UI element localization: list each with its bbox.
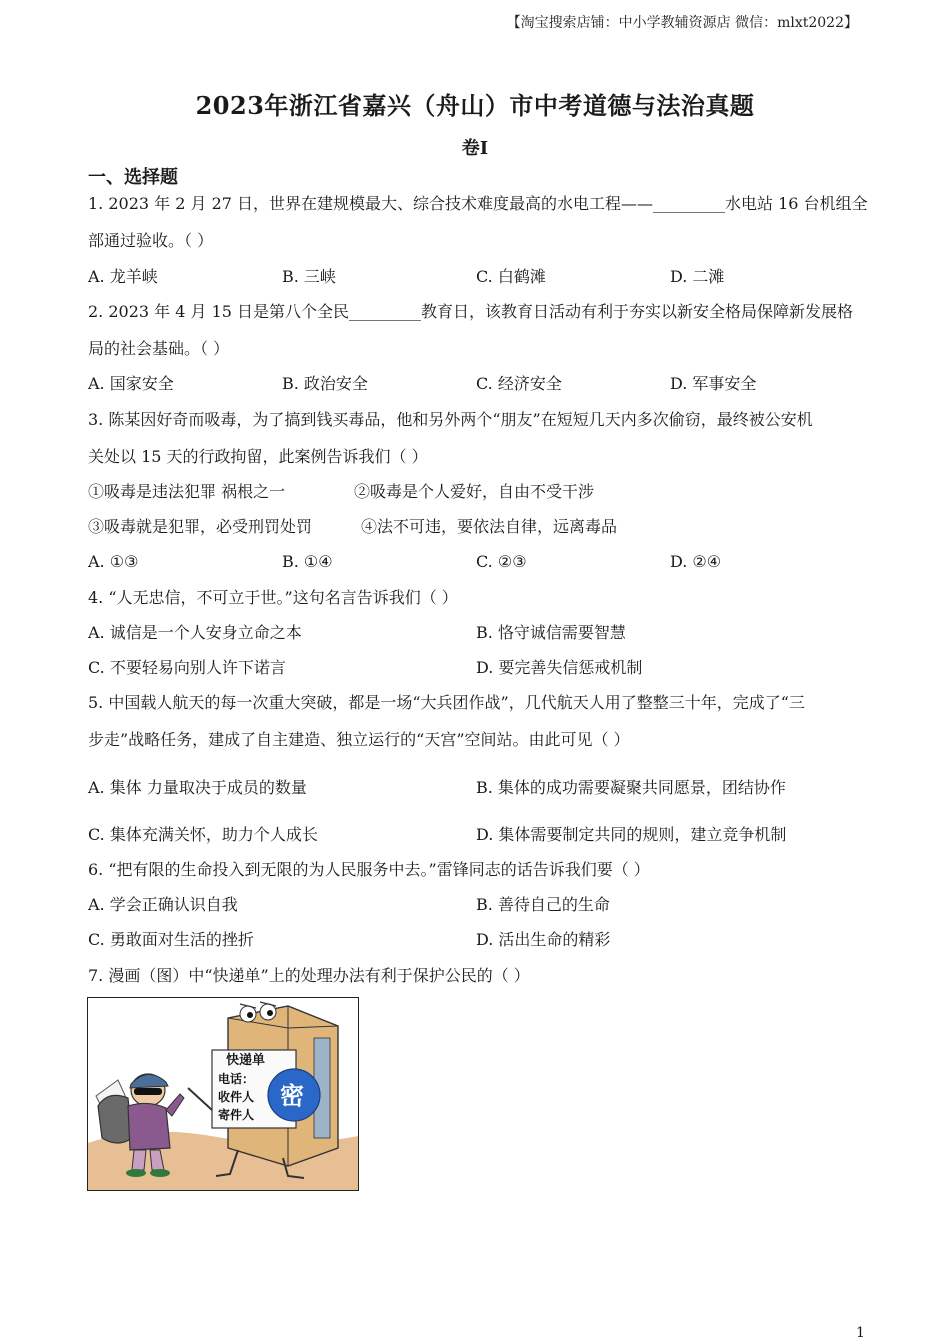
question-3-statement-3: ③吸毒就是犯罪，必受刑罚处罚	[88, 517, 313, 536]
question-5-option-a: A. 集体 力量取决于成员的数量	[88, 778, 307, 797]
question-2-option-a: A. 国家安全	[88, 374, 174, 393]
question-3-option-a: A. ①③	[88, 552, 139, 571]
question-2-option-b: B. 政治安全	[282, 374, 368, 393]
cartoon-illustration	[88, 998, 358, 1190]
header-note: 【淘宝搜索店铺：中小学教辅资源店 微信：mlxt2022】	[506, 15, 858, 31]
question-7-line-1: 7. 漫画（图）中“快递单”上的处理办法有利于保护公民的（ ）	[88, 966, 530, 985]
question-3-line-1: 3. 陈某因好奇而吸毒，为了搞到钱买毒品，他和另外两个“朋友”在短短几天内多次偷窃，最终被公安机	[88, 410, 813, 429]
question-4-option-b: B. 恪守诚信需要智慧	[476, 623, 626, 642]
question-3-statement-4: ④法不可违，要依法自律，远离毒品	[361, 517, 618, 536]
question-3-option-b: B. ①④	[282, 552, 333, 571]
question-3-statement-2: ②吸毒是个人爱好，自由不受干涉	[354, 482, 595, 501]
question-5-line-1: 5. 中国载人航天的每一次重大突破，都是一场“大兵团作战”，几代航天人用了整整三十年，完成了“三	[88, 693, 805, 712]
question-3-statement-1: ①吸毒是违法犯罪 祸根之一	[88, 482, 286, 501]
section-heading: 一、选择题	[88, 167, 178, 188]
question-3-line-2: 关处以 15 天的行政拘留，此案例告诉我们（ ）	[88, 447, 428, 466]
question-5-line-2: 步走”战略任务，建成了自主建造、独立运行的“天宫”空间站。由此可见（ ）	[88, 730, 630, 749]
question-2-option-d: D. 军事安全	[670, 374, 757, 393]
question-5-option-b: B. 集体的成功需要凝聚共同愿景，团结协作	[476, 778, 786, 797]
volume-label: 卷I	[461, 138, 489, 159]
question-1-option-d: D. 二滩	[670, 267, 725, 286]
question-6-option-b: B. 善待自己的生命	[476, 895, 610, 914]
question-1-option-a: A. 龙羊峡	[88, 267, 158, 286]
question-1-line-1: 1. 2023 年 2 月 27 日，世界在建规模最大、综合技术难度最高的水电工程——_________水电站 16 台机组全	[88, 194, 868, 213]
page-number: 1	[856, 1325, 865, 1341]
stamp-text: 密	[280, 1082, 304, 1110]
question-1-line-2: 部通过验收。（ ）	[88, 231, 214, 250]
page-title: 2023年浙江省嘉兴（舟山）市中考道德与法治真题	[195, 91, 755, 120]
question-4-line-1: 4. “人无忠信，不可立于世。”这句名言告诉我们（ ）	[88, 588, 458, 607]
question-5-option-d: D. 集体需要制定共同的规则，建立竞争机制	[476, 825, 787, 844]
question-5-option-c: C. 集体充满关怀，助力个人成长	[88, 825, 318, 844]
question-1-option-b: B. 三峡	[282, 267, 336, 286]
slip-phone: 电话：	[218, 1072, 255, 1086]
question-3-option-c: C. ②③	[476, 552, 527, 571]
question-1-option-c: C. 白鹤滩	[476, 267, 546, 286]
question-6-option-a: A. 学会正确认识自我	[88, 895, 238, 914]
slip-sender: 寄件人	[218, 1108, 255, 1122]
question-6-option-d: D. 活出生命的精彩	[476, 930, 611, 949]
question-3-option-d: D. ②④	[670, 552, 722, 571]
question-2-option-c: C. 经济安全	[476, 374, 562, 393]
slip-title: 快递单	[226, 1053, 266, 1068]
question-4-option-c: C. 不要轻易向别人许下诺言	[88, 658, 286, 677]
question-6-line-1: 6. “把有限的生命投入到无限的为人民服务中去。”雷锋同志的话告诉我们要（ ）	[88, 860, 650, 879]
question-2-line-1: 2. 2023 年 4 月 15 日是第八个全民_________教育日，该教育日活动有利于夯实以新安全格局保障新发展格	[88, 302, 854, 321]
question-4-option-d: D. 要完善失信惩戒机制	[476, 658, 643, 677]
question-2-line-2: 局的社会基础。（ ）	[88, 339, 230, 358]
cartoon-image	[87, 997, 359, 1191]
question-6-option-c: C. 勇敢面对生活的挫折	[88, 930, 254, 949]
question-4-option-a: A. 诚信是一个人安身立命之本	[88, 623, 302, 642]
slip-recipient: 收件人	[218, 1090, 255, 1104]
